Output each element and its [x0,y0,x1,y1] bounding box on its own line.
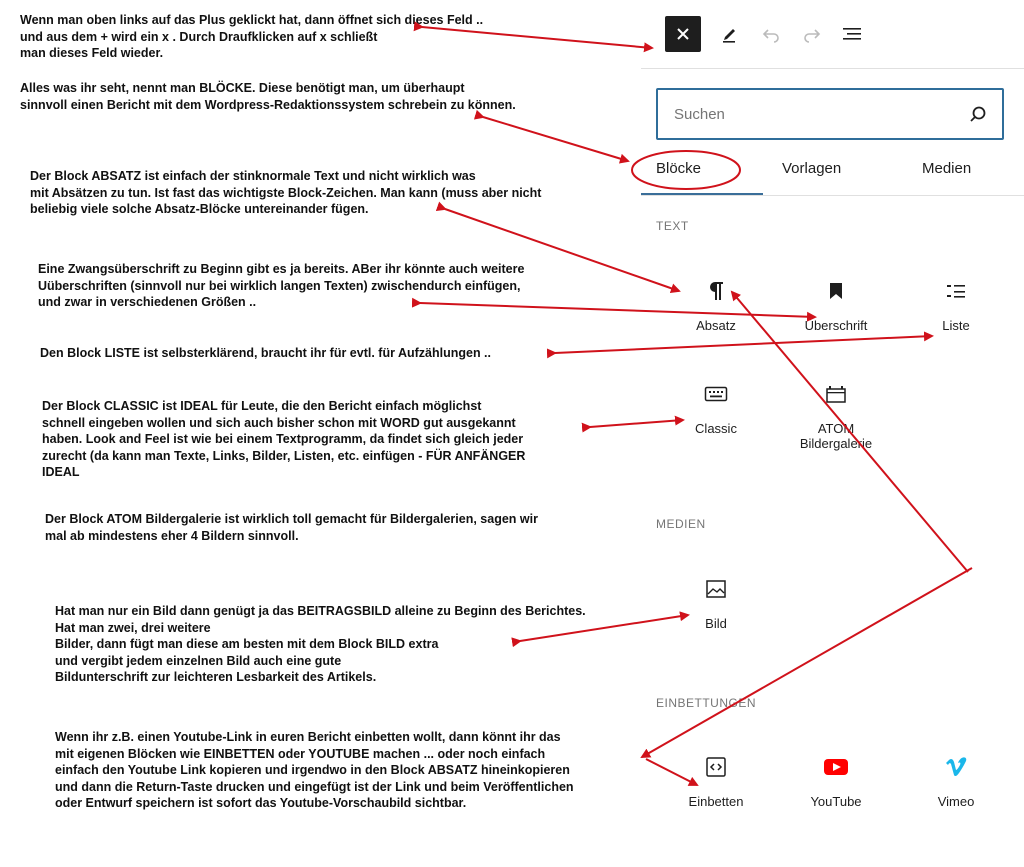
gallery-icon [825,384,847,404]
search-input[interactable]: Suchen [674,106,725,123]
block-label: YouTube [810,794,862,809]
block-einbetten[interactable] [656,754,776,809]
note-atom: Der Block ATOM Bildergalerie ist wirklich toll gemacht für Bildergalerien, sagen wir mal ab mindestens eher 4 Bildern sinnvoll. [45,512,538,543]
block-label: Liste [942,318,970,333]
note-classic: Der Block CLASSIC ist IDEAL für Leute, die den Bericht einfach möglichst schnell eingeben wollen und sich auch bisher schon mit WORD gut ausgekannt haben. Look and Feel ist wie bei einem Textprogramm, da findet sich gleich jeder zurecht (da kann man Texte, Links, Bilder, Listen, etc. einfügen - FÜR ANFÄNGER IDEAL [42,399,526,480]
section-heading-text: TEXT [656,219,689,233]
block-label: Überschrift [804,318,868,333]
tab-vorlagen[interactable]: Vorlagen [782,160,842,177]
list-view-icon [841,24,863,44]
search-icon [968,104,988,124]
note-bild: Hat man nur ein Bild dann genügt ja das BEITRAGSBILD alleine zu Beginn des Berichtes. Hat man zwei, drei weitere Bilder, dann fügt man diese am besten mit dem Block BILD extra und vergibt jedem einzelnen Bild auch eine gute Bildunterschrift zur leichteren Lesbarkeit des Artikels. [55,604,586,685]
block-liste[interactable] [896,278,1016,333]
block-label: ATOM Bildergalerie [799,421,873,451]
tabs-divider [641,195,1024,196]
note-plus-close: Wenn man oben links auf das Plus geklickt hat, dann öffnet sich dieses Feld .. und aus dem + wird ein x . Durch Draufklicken auf x schließt man dieses Feld wieder. [20,13,484,61]
list-view-button[interactable] [838,20,866,48]
tab-medien[interactable]: Medien [922,160,972,177]
image-icon [705,579,727,599]
note-absatz: Der Block ABSATZ ist einfach der stinknormale Text und nicht wirklich was mit Absätzen zu tun. Ist fast das wichtigste Block-Zeichen. Man kann (muss aber nicht beliebig viele solche Absatz-Blöcke untereinander fügen. [30,169,542,217]
note-embed: Wenn ihr z.B. einen Youtube-Link in euren Bericht einbetten wollt, dann könnt ihr das mit eigenen Blöcken wie EINBETTEN oder YOUTUBE machen ... oder noch einfach einfach den Youtube Link kopieren und irgendwo in den Block ABSATZ hineinkopieren und dann die Return-Taste drucken und eingefügt ist der Link und beim Veröffentlichen oder Entwurf speichern ist sofort das Youtube-Vorschaubild sichtbar. [55,730,574,811]
paragraph-icon [707,280,725,302]
toolbar-divider [641,68,1024,69]
redo-icon [802,24,822,44]
block-classic[interactable] [656,381,776,436]
block-label: Einbetten [688,794,744,809]
block-vimeo[interactable] [896,754,1016,809]
tab-bloecke[interactable]: Blöcke [656,160,702,177]
block-label: Classic [695,421,737,436]
note-liste: Den Block LISTE ist selbsterklärend, braucht ihr für evtl. für Aufzählungen .. [40,346,492,360]
redo-button[interactable] [798,20,826,48]
vimeo-icon [944,756,968,778]
close-icon [676,27,690,41]
keyboard-icon [704,385,728,403]
block-bild[interactable] [656,576,776,631]
embed-icon [705,756,727,778]
tools-button[interactable] [716,20,744,48]
note-blocks: Alles was ihr seht, nennt man BLÖCKE. Diese benötigt man, um überhaupt sinnvoll einen Bericht mit dem Wordpress-Redaktionssystem schrebein zu können. [20,81,516,112]
note-ueberschrift: Eine Zwangsüberschrift zu Beginn gibt es ja bereits. ABer ihr könnte auch weitere Uüberschriften (sinnvoll nur bei wirklich langen Texten) zwischendurch einfügen, und zwar in verschiedenen Größen .. [38,262,525,310]
block-atom-bildergalerie[interactable] [776,381,896,451]
block-label: Vimeo [937,794,975,809]
arrow-bloecke [483,117,628,161]
undo-button[interactable] [757,20,785,48]
block-label: Bild [705,616,727,631]
block-ueberschrift[interactable] [776,278,896,333]
youtube-icon [823,757,849,777]
undo-icon [761,24,781,44]
section-heading-embeds: EINBETTUNGEN [656,696,757,710]
section-heading-media: MEDIEN [656,517,706,531]
list-icon [945,281,967,301]
block-absatz[interactable] [656,278,776,333]
pencil-icon [720,24,740,44]
block-youtube[interactable] [776,754,896,809]
bookmark-icon [828,281,844,301]
block-label: Absatz [696,318,736,333]
close-button[interactable] [665,16,701,52]
search-field[interactable] [656,88,1004,140]
